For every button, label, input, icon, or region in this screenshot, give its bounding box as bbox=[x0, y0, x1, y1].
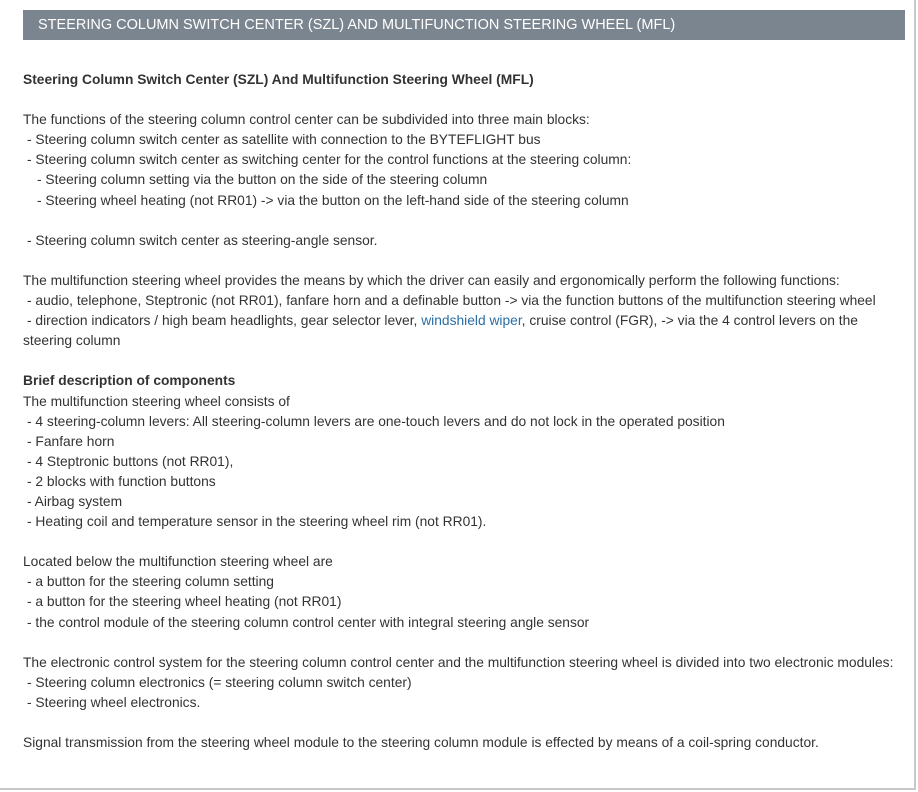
spacer bbox=[23, 633, 909, 653]
spacer bbox=[23, 251, 909, 271]
below-item: - a button for the steering wheel heating (not RR01) bbox=[27, 594, 342, 610]
component-item: - 2 blocks with function buttons bbox=[27, 473, 216, 489]
list-item: - Steering column switch center as satellite with connection to the BYTEFLIGHT bus bbox=[27, 132, 541, 148]
component-item: - 4 steering-column levers: All steering-column levers are one-touch levers and do not lock in the operated position bbox=[27, 413, 725, 429]
spacer bbox=[23, 211, 909, 231]
spacer bbox=[23, 713, 909, 733]
component-item: - Fanfare horn bbox=[27, 433, 115, 449]
mfl-item2-text-end: , cruise control (FGR), -> via the 4 control levers on the steering column bbox=[23, 313, 858, 349]
spacer bbox=[23, 90, 909, 110]
electronic-item: - Steering column electronics (= steering column switch center) bbox=[27, 674, 412, 690]
component-item: - Airbag system bbox=[27, 493, 123, 509]
section-header bbox=[23, 10, 905, 40]
components-intro: The multifunction steering wheel consists of bbox=[23, 393, 290, 409]
list-item: - Steering column switch center as switching center for the control functions at the steering column: bbox=[27, 152, 632, 168]
mfl-intro: The multifunction steering wheel provides the means by which the driver can easily and ergonomically perform the following functions: bbox=[23, 272, 840, 288]
spacer bbox=[23, 532, 909, 552]
electronic-intro: The electronic control system for the steering column control center and the multifunction steering wheel is divided into two electronic modules: bbox=[23, 654, 894, 670]
below-intro: Located below the multifunction steering wheel are bbox=[23, 554, 333, 570]
component-item: - Heating coil and temperature sensor in the steering wheel rim (not RR01). bbox=[27, 514, 487, 530]
list-item: - audio, telephone, Steptronic (not RR01), fanfare horn and a definable button -> via the function buttons of the multifunction steering wheel bbox=[27, 293, 876, 309]
list-item bbox=[23, 311, 909, 351]
spacer bbox=[23, 351, 909, 371]
component-item: - 4 Steptronic buttons (not RR01), bbox=[27, 453, 234, 469]
signal-paragraph: Signal transmission from the steering wheel module to the steering column module is effected by means of a coil-spring conductor. bbox=[23, 735, 819, 751]
section-header-title: STEERING COLUMN SWITCH CENTER (SZL) AND MULTIFUNCTION STEERING WHEEL (MFL) bbox=[38, 17, 676, 33]
intro-paragraph: The functions of the steering column control center can be subdivided into three main blocks: bbox=[23, 112, 590, 128]
components-heading: Brief description of components bbox=[23, 373, 236, 389]
windshield-wiper-link[interactable]: windshield wiper bbox=[421, 313, 522, 329]
electronic-item: - Steering wheel electronics. bbox=[27, 694, 201, 710]
below-item: - the control module of the steering column control center with integral steering angle sensor bbox=[27, 614, 590, 630]
mfl-item2-text: - direction indicators / high beam headlights, gear selector lever, bbox=[27, 313, 422, 329]
list-item: - Steering column switch center as steering-angle sensor. bbox=[27, 232, 378, 248]
sub-list-item: - Steering column setting via the button on the side of the steering column bbox=[37, 172, 488, 188]
sub-list-item: - Steering wheel heating (not RR01) -> via the button on the left-hand side of the steering column bbox=[37, 192, 629, 208]
document-body bbox=[23, 70, 909, 753]
document-heading: Steering Column Switch Center (SZL) And Multifunction Steering Wheel (MFL) bbox=[23, 72, 534, 87]
below-item: - a button for the steering column setting bbox=[27, 574, 274, 590]
